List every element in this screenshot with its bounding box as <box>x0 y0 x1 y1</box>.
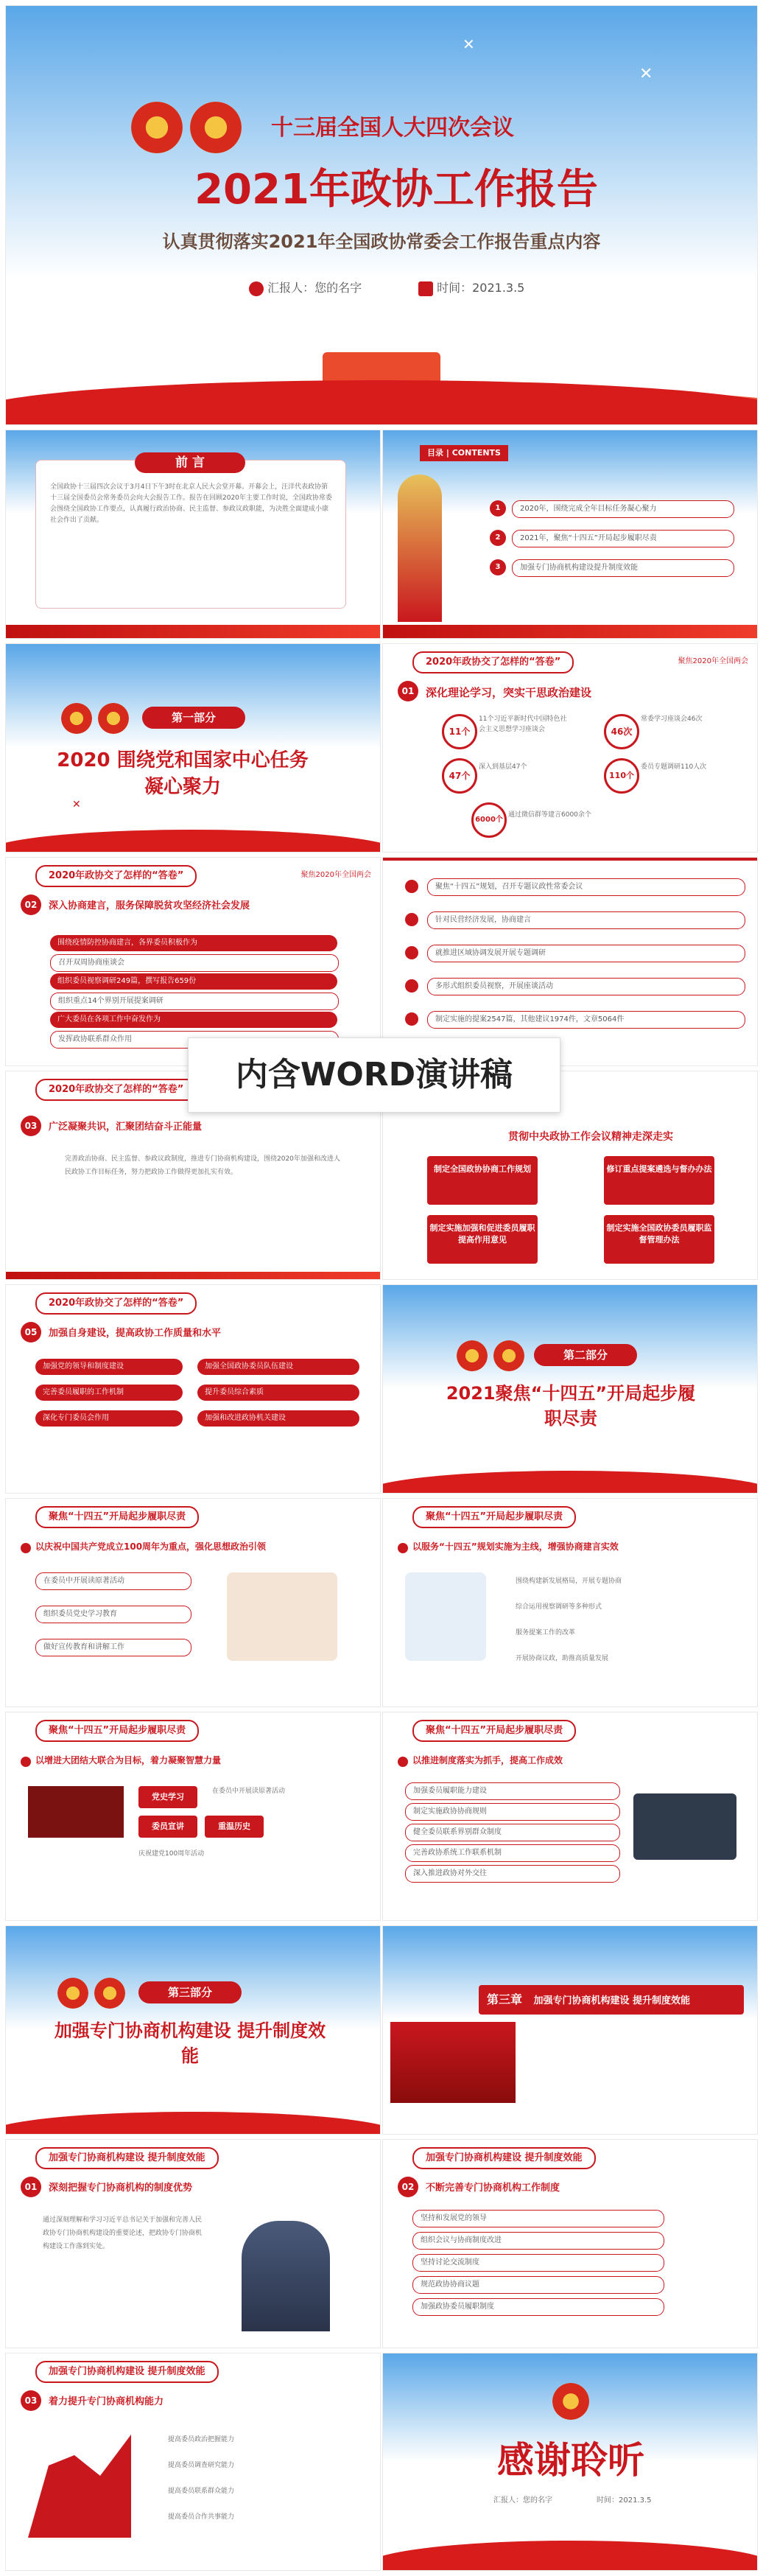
national-emblem-icon <box>57 1978 88 2009</box>
red-wave <box>6 830 380 852</box>
s02-num: 02 <box>21 895 41 915</box>
s02-title: 深入协商建言，服务保障脱贫攻坚经济社会发展 <box>49 900 250 911</box>
footer-band <box>6 1272 380 1279</box>
part1-slide <box>6 644 380 852</box>
list-item: 坚持和发展党的领导 <box>412 2210 664 2227</box>
thanks-slide <box>383 2353 757 2570</box>
f1-slide <box>6 1499 380 1707</box>
list-item: 在委员中开展读原著活动 <box>35 1572 191 1590</box>
answer-header: 2020年政协交了怎样的“答卷” <box>35 1292 197 1315</box>
national-emblem-icon <box>61 703 92 734</box>
bullet-dot <box>398 1757 408 1767</box>
list-item: 做好宣传教育和讲解工作 <box>35 1639 191 1656</box>
stat-ring: 6000个 <box>471 802 507 838</box>
inst-header: 加强专门协商机构建设 提升制度效能 <box>412 2147 596 2169</box>
cppcc-emblem-icon <box>190 102 242 153</box>
part1-badge: 第一部分 <box>142 707 245 729</box>
list-item: 就推进区域协调发展开展专题调研 <box>427 945 745 962</box>
s04-box: 制定实施加强和促进委员履职提高作用意见 <box>427 1215 538 1264</box>
list-item: 综合运用视察调研等多种形式 <box>516 1603 602 1611</box>
list-item: 提升委员综合素质 <box>197 1385 359 1401</box>
cover-time <box>418 279 524 296</box>
focus-header: 聚焦“十四五”开局起步履职尽责 <box>412 1506 576 1528</box>
part2-slide <box>383 1285 757 1493</box>
list-item: 发挥政协联系群众作用 <box>50 1031 339 1049</box>
cover-title: 2021年政协工作报告 <box>194 166 598 214</box>
list-item: 加强和改进政协机关建设 <box>197 1410 359 1427</box>
tiananmen-silhouette <box>390 2022 516 2103</box>
f1-title: 以庆祝中国共产党成立100周年为重点，强化思想政治引领 <box>35 1541 267 1552</box>
cppcc-emblem-icon <box>98 703 129 734</box>
s04-box: 制定实施全国政协委员履职监督管理办法 <box>604 1215 714 1264</box>
dove-icon: ✕ <box>72 799 81 811</box>
stat-text: 常委学习座谈会46次 <box>641 715 703 723</box>
i1-slide <box>6 2140 380 2348</box>
i2-slide <box>383 2140 757 2348</box>
focus-header: 聚焦“十四五”开局起步履职尽责 <box>35 1506 199 1528</box>
answer-header: 2020年政协交了怎样的“答卷” <box>412 651 574 673</box>
bullet-dot <box>398 1543 408 1553</box>
list-item: 组织委员党史学习教育 <box>35 1606 191 1623</box>
toc-num-3: 3 <box>490 559 506 575</box>
stat-text: 11个习近平新时代中国特色社会主义思想学习座谈会 <box>479 715 567 733</box>
s01-num: 01 <box>398 681 418 701</box>
calendar-icon <box>418 281 433 296</box>
illustration-image <box>227 1572 337 1661</box>
s03-body: 完善政治协商、民主监督、参政议政制度，推进专门协商机构建设，围绕2020年加强和改进人民政协工作目标任务，努力把政协工作做得更加扎实有效。 <box>65 1155 340 1176</box>
list-item: 完善政协系统工作联系机制 <box>405 1844 620 1862</box>
event-photo <box>28 1786 124 1838</box>
bullet-dot <box>21 1543 31 1553</box>
toc-slide <box>383 430 757 638</box>
people-icon <box>405 946 418 959</box>
cover-headline: 十三届全国人大四次会议 <box>271 115 514 141</box>
s04-title: 贯彻中央政协工作会议精神走深走实 <box>508 1131 673 1143</box>
list-item: 加强党的领导和制度建设 <box>35 1359 183 1375</box>
list-item: 深化专门委员会作用 <box>35 1410 183 1427</box>
i2-num: 02 <box>398 2177 418 2197</box>
part3-slide <box>6 1926 380 2134</box>
list-item: 围绕构建新发展格局，开展专题协商 <box>516 1578 622 1585</box>
list-item: 召开双周协商座谈会 <box>50 954 339 972</box>
cover-subtitle: 认真贯彻落实2021年全国政协常委会工作报告重点内容 <box>162 231 601 252</box>
cover-reporter-label: 汇报人：您的名字 <box>267 281 362 295</box>
list-item: 深入推进政协对外交往 <box>405 1865 620 1883</box>
i1-num: 01 <box>21 2177 41 2197</box>
red-wave <box>383 1471 757 1493</box>
preface-body: 全国政协十三届四次会议于3月4日下午3时在北京人民大会堂开幕。开幕会上，汪洋代表政协第十三届全国委员会常务委员会向大会报告工作。报告在回顾2020年主要工作时说，全国政协常委会围绕全国政协工作要点，认真履行政治协商、民主监督、参政议政职能，为决胜全面建成小康社会作出了贡献。 <box>50 483 332 524</box>
answer-header: 2020年政协交了怎样的“答卷” <box>35 865 197 887</box>
s01-title: 深化理论学习，突实干思政治建设 <box>426 686 592 699</box>
toc-tag-en: CONTENTS <box>451 448 501 458</box>
thanks-reporter: 汇报人：您的名字 <box>493 2496 552 2505</box>
list-item: 针对民营经济发展，协商建言 <box>427 911 745 929</box>
s03-title: 广泛凝聚共识，汇聚团结奋斗正能量 <box>49 1121 203 1133</box>
f3-item: 党史学习 <box>138 1786 197 1808</box>
people-icon <box>405 1012 418 1026</box>
f3-text: 庆祝建党100周年活动 <box>138 1850 205 1858</box>
list-item: 提高委员合作共事能力 <box>168 2513 235 2521</box>
illustration-image <box>405 1572 486 1661</box>
dove-icon: ✕ <box>463 35 475 53</box>
user-icon <box>249 281 264 296</box>
f4-slide <box>383 1712 757 1920</box>
focus-header: 聚焦“十四五”开局起步履职尽责 <box>35 1720 199 1742</box>
f2-title: 以服务“十四五”规划实施为主线，增强协商建言实效 <box>412 1541 619 1552</box>
list-item: 提高委员调查研究能力 <box>168 2462 235 2469</box>
stat-ring: 46次 <box>604 714 639 749</box>
answer-sub: 聚焦2020年全国两会 <box>300 871 371 879</box>
cppcc-emblem-icon <box>552 2383 589 2420</box>
huabiao-pillar <box>398 475 442 622</box>
list-item: 健全委员联系界别群众制度 <box>405 1824 620 1841</box>
stat-ring: 11个 <box>442 714 477 749</box>
i2-title: 不断完善专门协商机构工作制度 <box>426 2183 560 2194</box>
list-item: 组织委员视察调研249篇，撰写报告659份 <box>50 973 337 990</box>
red-wave <box>6 2112 380 2134</box>
focus-header: 聚焦“十四五”开局起步履职尽责 <box>412 1720 576 1742</box>
stat-ring: 110个 <box>604 758 639 794</box>
f4-title: 以推进制度落实为抓手，提高工作成效 <box>412 1755 563 1765</box>
word-script-banner: 内含WORD演讲稿 <box>188 1037 560 1113</box>
list-item: 完善委员履职的工作机制 <box>35 1385 183 1401</box>
answer-header: 2020年政协交了怎样的“答卷” <box>35 1079 197 1101</box>
inst-header: 加强专门协商机构建设 提升制度效能 <box>35 2361 219 2383</box>
s04-box: 制定全国政协协商工作规划 <box>427 1156 538 1205</box>
list-item: 规范政协协商议题 <box>412 2276 664 2294</box>
i3-num: 03 <box>21 2390 41 2411</box>
chapter3-title: 加强专门协商机构建设 提升制度效能 <box>533 1995 691 2006</box>
s03-num: 03 <box>21 1116 41 1136</box>
list-item: 多形式组织委员视察，开展座谈活动 <box>427 978 745 995</box>
f3-slide <box>6 1712 380 1920</box>
cover-slide <box>6 6 757 424</box>
footer-band <box>383 625 757 638</box>
s01-slide <box>383 644 757 852</box>
preface-title: 前 言 <box>135 452 245 473</box>
footer-band <box>6 625 380 638</box>
cover-time-label: 时间：2021.3.5 <box>437 281 525 295</box>
people-icon <box>405 913 418 926</box>
toc-tag: 目录 | CONTENTS <box>420 445 508 461</box>
cppcc-emblem-icon <box>94 1978 125 2009</box>
part2-title: 2021聚焦“十四五”开局起步履职尽责 <box>446 1383 696 1429</box>
people-icon <box>405 979 418 993</box>
bullet-dot <box>21 1757 31 1767</box>
list-item: 制定实施政协协商规则 <box>405 1803 620 1821</box>
tiananmen-silhouette <box>323 352 440 382</box>
monitor-illustration <box>633 1793 736 1860</box>
list-item: 坚持讨论交流制度 <box>412 2254 664 2272</box>
toc-item[interactable]: 2021年，聚焦“十四五”开局起步履职尽责 <box>512 530 734 547</box>
part3-title: 加强专门协商机构建设 提升制度效能 <box>54 2020 326 2066</box>
people-icon <box>405 880 418 893</box>
chapter3-slide <box>383 1926 757 2134</box>
i3-title: 着力提升专门协商机构能力 <box>49 2396 164 2407</box>
list-item: 加强全国政协委员队伍建设 <box>197 1359 359 1375</box>
thanks-time: 时间：2021.3.5 <box>597 2496 652 2505</box>
i3-slide <box>6 2353 380 2570</box>
s02-slide <box>6 858 380 1065</box>
toc-item[interactable]: 2020年，围绕完成全年目标任务凝心聚力 <box>512 500 734 518</box>
stat-text: 委员专题调研110人次 <box>641 763 707 771</box>
megaphone-illustration <box>28 2435 131 2538</box>
f3-title: 以增进大团结大联合为目标，着力凝聚智慧力量 <box>35 1755 222 1765</box>
list-item: 广大委员在各项工作中奋发作为 <box>50 1012 337 1028</box>
business-people-illustration <box>242 2221 330 2331</box>
i1-title: 深刻把握专门协商机构的制度优势 <box>49 2183 193 2194</box>
list-item: 开展协商议政，助推高质量发展 <box>516 1655 609 1662</box>
s04-box: 修订重点提案遴选与督办办法 <box>604 1156 714 1205</box>
s05-num: 05 <box>21 1322 41 1343</box>
list-item: 加强政协委员履职制度 <box>412 2298 664 2316</box>
national-emblem-icon <box>131 102 183 153</box>
preface-slide <box>6 430 380 638</box>
list-item: 服务提案工作的改革 <box>516 1629 576 1637</box>
f3-text: 在委员中开展读原著活动 <box>212 1788 286 1795</box>
list-item: 组织会议与协商制度改进 <box>412 2232 664 2250</box>
f3-item: 重温历史 <box>205 1816 264 1838</box>
cover-reporter <box>249 279 362 296</box>
top-stripe <box>383 858 757 861</box>
toc-tag-label: 目录 <box>427 448 443 458</box>
toc-num-2: 2 <box>490 530 506 546</box>
s05-title: 加强自身建设，提高政协工作质量和水平 <box>49 1328 222 1339</box>
list-item: 加强委员履职能力建设 <box>405 1782 620 1800</box>
f3-item: 委员宣讲 <box>138 1816 197 1838</box>
red-wave <box>6 380 757 424</box>
part1-title: 2020 围绕党和国家中心任务凝心聚力 <box>57 749 309 798</box>
s02b-slide <box>383 858 757 1065</box>
answer-sub: 聚焦2020年全国两会 <box>678 657 748 665</box>
f2-slide <box>383 1499 757 1707</box>
stat-text: 深入到基层47个 <box>479 763 527 771</box>
stat-text: 通过微信群等建言6000余个 <box>508 811 591 819</box>
toc-num-1: 1 <box>490 500 506 517</box>
list-item: 提高委员联系群众能力 <box>168 2488 235 2495</box>
s05-slide <box>6 1285 380 1493</box>
part2-badge: 第二部分 <box>534 1344 637 1366</box>
inst-header: 加强专门协商机构建设 提升制度效能 <box>35 2147 219 2169</box>
list-item: 组织重点14个界别开展提案调研 <box>50 993 339 1010</box>
cppcc-emblem-icon <box>493 1340 524 1371</box>
chapter3-label: 第三章 <box>486 1992 522 2006</box>
i1-body: 通过深刻理解和学习习近平总书记关于加强和完善人民政协专门协商机构建设的重要论述，把政协专门协商机构建设工作落到实处。 <box>43 2216 203 2250</box>
list-item: 聚焦“十四五”规划，召开专题议政性常委会议 <box>427 878 745 896</box>
part3-badge: 第三部分 <box>138 1981 242 2003</box>
stat-ring: 47个 <box>442 758 477 794</box>
toc-item[interactable]: 加强专门协商机构建设提升制度效能 <box>512 559 734 577</box>
red-wave <box>383 2541 757 2570</box>
thanks-title: 感谢聆听 <box>497 2439 644 2482</box>
list-item: 围绕疫情防控协商建言，各界委员积极作为 <box>50 935 337 951</box>
dove-icon: ✕ <box>639 65 653 83</box>
list-item: 制定实施的提案2547篇，其他建议1974件，文章5064件 <box>427 1011 745 1029</box>
chapter3-banner <box>479 1985 744 2015</box>
list-item: 提高委员政治把握能力 <box>168 2436 235 2443</box>
national-emblem-icon <box>457 1340 488 1371</box>
